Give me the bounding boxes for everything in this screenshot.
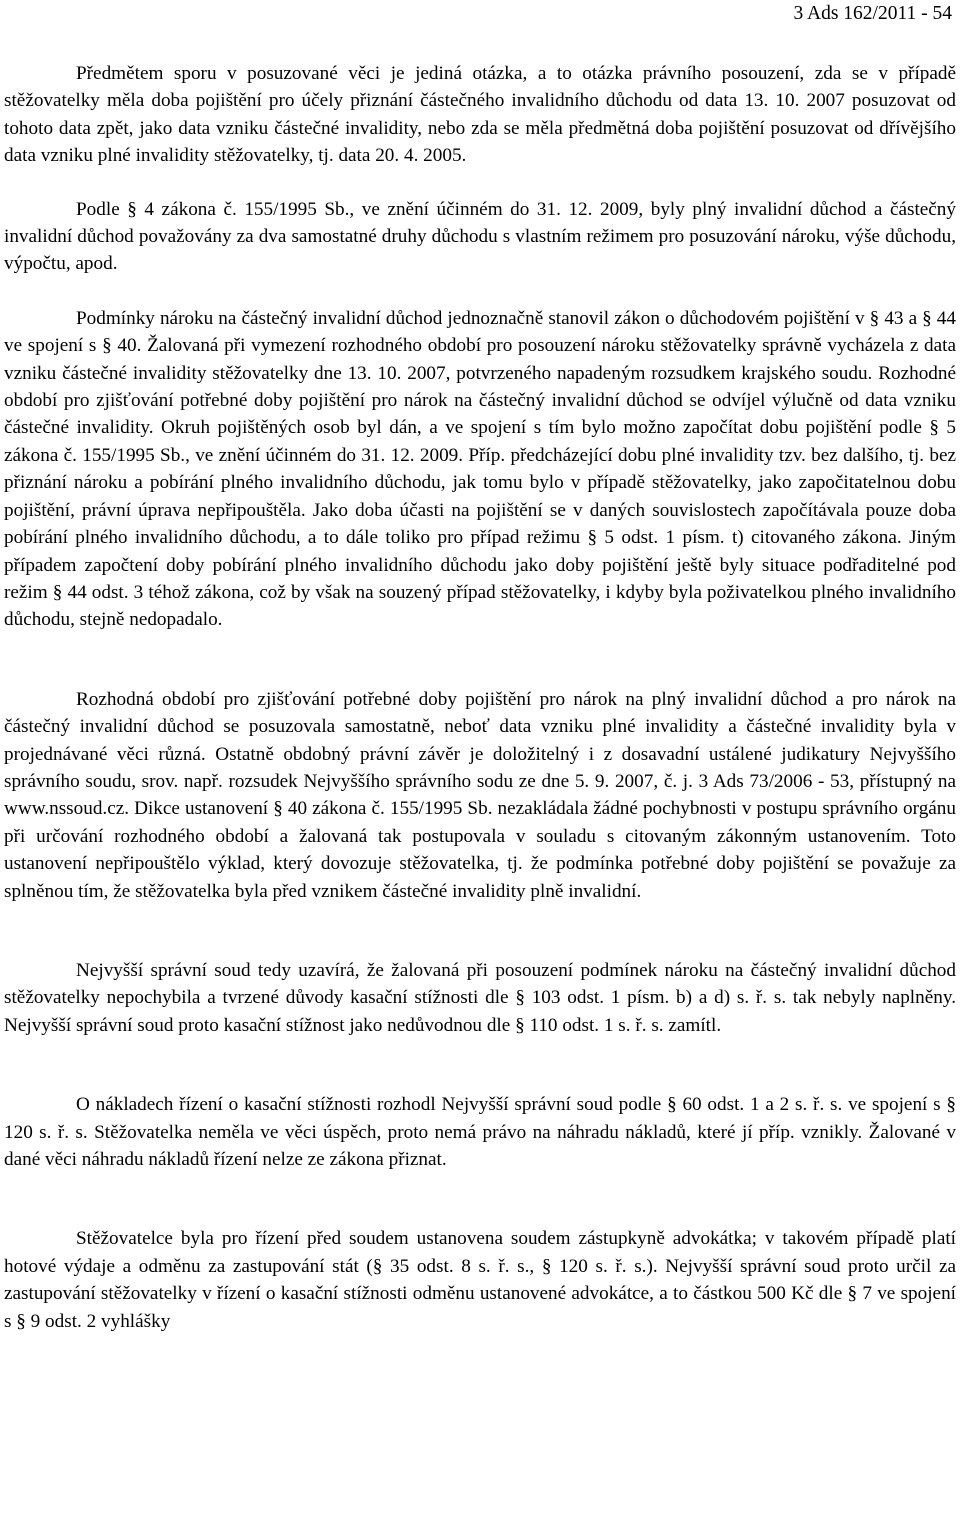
paragraph-decisive-periods: Rozhodná období pro zjišťování potřebné doby pojištění pro nárok na plný invalidní důchod a pro nárok na částečný invalidní důchod se posuzovala samostatně, neboť data vzniku plné invalidity a částečné invalidity byla v projednávané věci různá. Ostatně obdobný právní závěr je doložitelný i z dosavadní ustálené judikatury Nejvyššího správního soudu, srov. např. rozsudek Nejvyššího správního sodu ze dne 5. 9. 2007, č. j. 3 Ads 73/2006 - 53, přístupný na www.nssoud.cz. Dikce ustanovení § 40 zákona č. 155/1995 Sb. nezakládala žádné pochybnosti v postupu správního orgánu při určování rozhodného období a žalovaná tak postupovala v souladu s citovaným zákonným ustanovením. Toto ustanovení nepřipouštělo výklad, který dovozuje stěžovatelka, tj. že podmínka potřebné doby pojištění se považuje za splněnou tím, že stěžovatelka byla před vznikem částečné invalidity plně invalidní.	[4, 688, 956, 902]
paragraph-subject-of-dispute: Předmětem sporu v posuzované věci je jediná otázka, a to otázka právního posouzení, zda se v případě stěžovatelky měla doba pojištění pro účely přiznání částečného invalidního důchodu od data 13. 10. 2007 posuzovat od tohoto data zpět, jako data vzniku částečné invalidity, nebo zda se měla předmětná doba pojištění posuzovat od dřívějšího data vzniku plné invalidity stěžovatelky, tj. data 20. 4. 2005.	[4, 63, 956, 167]
paragraph-conclusion: Nejvyšší správní soud tedy uzavírá, že žalovaná při posouzení podmínek nároku na částečný invalidní důchod stěžovatelky nepochybila a tvrzené důvody kasační stížnosti dle § 103 odst. 1 písm. b) a d) s. ř. s. tak nebyly naplněny. Nejvyšší správní soud proto kasační stížnost jako nedůvodnou dle § 110 odst. 1 s. ř. s. zamítl.	[4, 959, 956, 1036]
document-body	[4, 60, 956, 1335]
paragraph-appointed-attorney: Stěžovatelce byla pro řízení před soudem ustanovena soudem zástupkyně advokátka; v takovém případě platí hotové výdaje a odměnu za zastupování stát (§ 35 odst. 8 s. ř. s., § 120 s. ř. s.). Nejvyšší správní soud proto určil za zastupování stěžovatelky v řízení o kasační stížnosti odměnu ustanovené advokátce, a to částkou 500 Kč dle § 7 ve spojení s § 9 odst. 2 vyhlášky	[4, 1228, 956, 1332]
case-reference: 3 Ads 162/2011 - 54	[793, 3, 952, 24]
paragraph-entitlement-conditions: Podmínky nároku na částečný invalidní důchod jednoznačně stanovil zákon o důchodovém pojištění v § 43 a § 44 ve spojení s § 40. Žalovaná při vymezení rozhodného období pro posouzení nároku stěžovatelky správně vycházela z data vzniku částečné invalidity stěžovatelky dne 13. 10. 2007, potvrzeného napadeným rozsudkem krajského soudu. Rozhodné období pro zjišťování potřebné doby pojištění pro nárok na částečný invalidní důchod se odvíjel výlučně od data vzniku částečné invalidity. Okruh pojištěných osob byl dán, a ve spojení s tím bylo možno započítat dobu pojištění podle § 5 zákona č. 155/1995 Sb., ve znění účinném do 31. 12. 2009. Příp. předcházející dobu plné invalidity tzv. bez dalšího, tj. bez přiznání nároku a pobírání plného invalidního důchodu, jak tomu bylo v případě stěžovatelky, jako započitatelnou dobu pojištění, právní úprava nepřipouštěla. Jako doba účasti na pojištění se v daných souvislostech započítávala pouze doba pobírání plného invalidního důchodu, a to dále toliko pro případ režimu § 5 odst. 1 písm. t) citovaného zákona. Jiným případem započtení doby pobírání plného invalidního důchodu jako doby pojištění ještě byly situace podřaditelné pod režim § 44 odst. 3 téhož zákona, což by však na souzený případ stěžovatelky, i kdyby byla poživatelkou plného invalidního důchodu, stejně nedopadalo.	[4, 307, 956, 631]
paragraph-costs: O nákladech řízení o kasační stížnosti rozhodl Nejvyšší správní soud podle § 60 odst. 1 a 2 s. ř. s. ve spojení s § 120 s. ř. s. Stěžovatelka neměla ve věci úspěch, proto nemá právo na náhradu nákladů, které jí příp. vznikly. Žalované v dané věci náhradu nákladů řízení nelze ze zákona přiznat.	[4, 1094, 956, 1170]
paragraph-legal-basis: Podle § 4 zákona č. 155/1995 Sb., ve znění účinném do 31. 12. 2009, byly plný invalidní důchod a částečný invalidní důchod považovány za dva samostatné druhy důchodu s vlastním režimem pro posuzování nároku, výše důchodu, výpočtu, apod.	[4, 198, 956, 275]
